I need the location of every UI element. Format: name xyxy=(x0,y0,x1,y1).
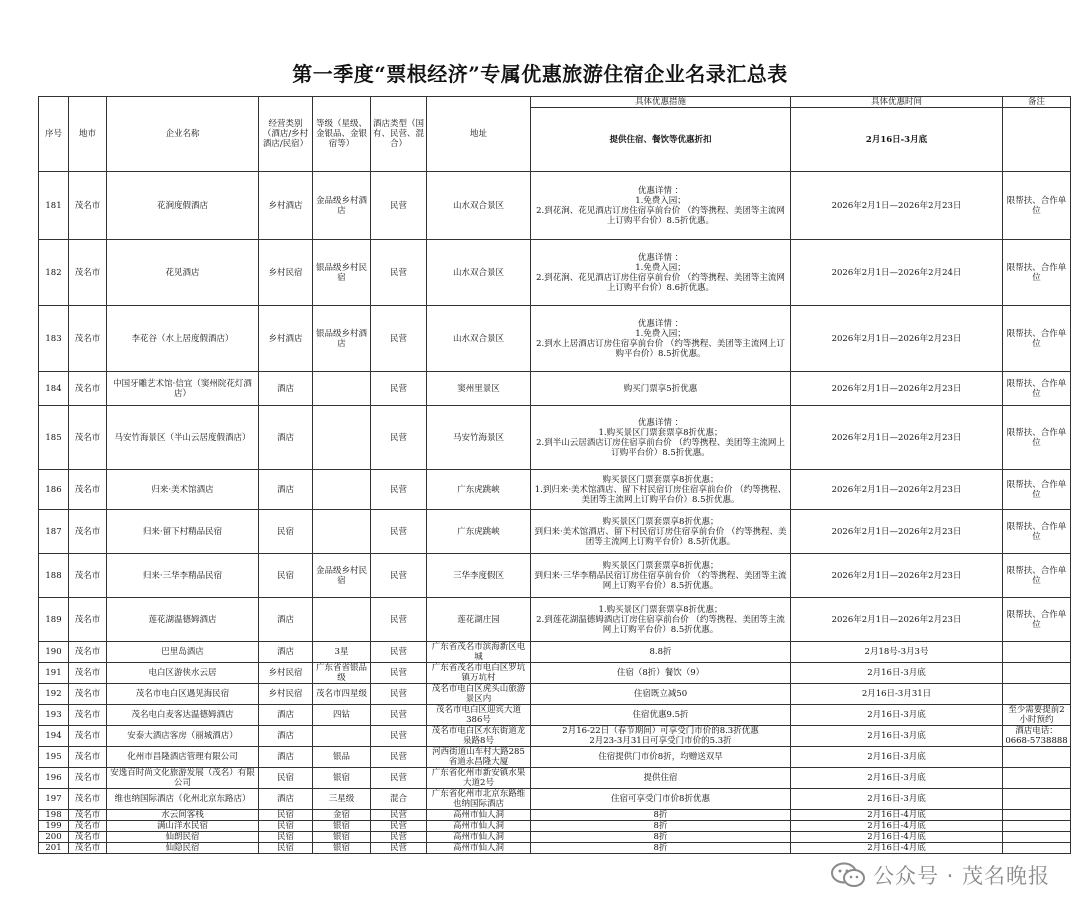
cell-type: 酒店 xyxy=(259,726,313,747)
cell-ownership: 民营 xyxy=(371,470,427,510)
cell-time: 2026年2月1日—2026年2月23日 xyxy=(791,172,1003,240)
cell-remark: 酒店电话：0668-5738888 xyxy=(1003,726,1071,747)
cell-deal xyxy=(531,832,791,843)
cell-type: 酒店 xyxy=(259,747,313,768)
cell-grade: 银宿 xyxy=(313,768,371,789)
cell-deal xyxy=(531,726,791,747)
header-remark: 备注 xyxy=(1003,97,1071,108)
cell-remark: 限帮扶、合作单位 xyxy=(1003,172,1071,240)
deal-line: 到归来·美术馆酒店、留下村民宿订房住宿享前台价 （约等携程、美团等主流网上订购平台价）8.5折优惠。 xyxy=(534,526,787,547)
deal-line: 1.免费入园； xyxy=(635,195,686,206)
cell-remark: 限帮扶、合作单位 xyxy=(1003,598,1071,642)
cell-city: 茂名市 xyxy=(69,705,107,726)
deal-line: 住宿可享受门市价8折优惠 xyxy=(611,794,710,804)
cell-deal xyxy=(531,306,791,372)
cell-address: 茂名市电白区水东街道龙泉路8号 xyxy=(427,726,531,747)
cell-time: 2月16日-4月底 xyxy=(791,810,1003,821)
cell-city: 茂名市 xyxy=(69,768,107,789)
header-seq: 序号 xyxy=(39,97,69,172)
cell-remark xyxy=(1003,810,1071,821)
cell-time: 2026年2月1日—2026年2月24日 xyxy=(791,240,1003,306)
cell-address: 山水双合景区 xyxy=(427,172,531,240)
table-row xyxy=(39,810,1071,821)
cell-ownership: 民营 xyxy=(371,810,427,821)
cell-ownership: 民营 xyxy=(371,747,427,768)
table-header xyxy=(39,97,1071,172)
cell-type: 民宿 xyxy=(259,810,313,821)
cell-remark xyxy=(1003,843,1071,854)
cell-seq: 190 xyxy=(39,642,69,663)
cell-ownership: 民营 xyxy=(371,768,427,789)
cell-city: 茂名市 xyxy=(69,832,107,843)
cell-ownership: 民营 xyxy=(371,240,427,306)
cell-name: 花见酒店 xyxy=(107,240,259,306)
cell-type: 酒店 xyxy=(259,470,313,510)
cell-time: 2月16日-3月底 xyxy=(791,705,1003,726)
cell-ownership: 民营 xyxy=(371,598,427,642)
cell-address: 马安竹海景区 xyxy=(427,406,531,470)
header-time-sub: 2月16日-3月底 xyxy=(791,108,1003,172)
watermark-text: 公众号 · 茂名晚报 xyxy=(872,864,1050,888)
cell-seq: 194 xyxy=(39,726,69,747)
table-row xyxy=(39,406,1071,470)
table-row xyxy=(39,554,1071,598)
deal-line: 8.8折 xyxy=(649,647,672,657)
cell-name: 安泰大酒店客房（丽城酒店） xyxy=(107,726,259,747)
cell-name: 归来·美术馆酒店 xyxy=(107,470,259,510)
deal-line: 1.免费入园； xyxy=(635,262,686,273)
cell-deal xyxy=(531,768,791,789)
cell-city: 茂名市 xyxy=(69,598,107,642)
cell-deal xyxy=(531,821,791,832)
wechat-icon xyxy=(831,862,865,888)
cell-ownership: 民营 xyxy=(371,306,427,372)
header-time-group: 具体优惠时间 xyxy=(791,97,1003,108)
table-row xyxy=(39,705,1071,726)
cell-time: 2月18号-3月3号 xyxy=(791,642,1003,663)
cell-grade xyxy=(313,726,371,747)
cell-time: 2026年2月1日—2026年2月23日 xyxy=(791,372,1003,406)
table-row xyxy=(39,747,1071,768)
cell-address: 高州市仙人洞 xyxy=(427,832,531,843)
cell-ownership: 民营 xyxy=(371,843,427,854)
cell-type: 民宿 xyxy=(259,768,313,789)
cell-city: 茂名市 xyxy=(69,372,107,406)
cell-address: 广东虎跳峡 xyxy=(427,470,531,510)
cell-seq: 200 xyxy=(39,832,69,843)
deal-line: 2.到花涧、花见酒店订房住宿享前台价 （约等携程、美团等主流网上订购平台价）8.6折优惠。 xyxy=(536,272,785,293)
cell-ownership: 民营 xyxy=(371,684,427,705)
header-measures-group: 具体优惠措施 xyxy=(531,97,791,108)
deal-line: 2.到水上居酒店订房住宿享前台价 （约等携程、美团等主流网上订购平台价）8.5折优惠。 xyxy=(536,338,785,359)
cell-ownership: 民营 xyxy=(371,510,427,554)
cell-time: 2026年2月1日—2026年2月23日 xyxy=(791,598,1003,642)
deal-line: 购买景区门票套票享8折优惠； xyxy=(602,516,719,527)
header-address: 地址 xyxy=(427,97,531,172)
deal-line: 优惠详情 ： xyxy=(637,252,684,263)
table-row xyxy=(39,172,1071,240)
cell-ownership: 民营 xyxy=(371,832,427,843)
cell-seq: 182 xyxy=(39,240,69,306)
cell-type: 乡村民宿 xyxy=(259,663,313,684)
cell-name: 巴里岛酒店 xyxy=(107,642,259,663)
cell-seq: 193 xyxy=(39,705,69,726)
table-row xyxy=(39,510,1071,554)
cell-name: 李花谷（水上居度假酒店） xyxy=(107,306,259,372)
cell-address: 广东省化州市新安镇水果大道2号 xyxy=(427,768,531,789)
cell-remark xyxy=(1003,821,1071,832)
deal-line: 8折 xyxy=(653,810,668,820)
cell-grade: 银品 xyxy=(313,747,371,768)
cell-ownership: 民营 xyxy=(371,642,427,663)
cell-seq: 199 xyxy=(39,821,69,832)
deal-line: 优惠详情 ： xyxy=(637,185,684,196)
cell-time: 2月16日-3月底 xyxy=(791,768,1003,789)
cell-grade xyxy=(313,598,371,642)
cell-deal xyxy=(531,642,791,663)
cell-remark xyxy=(1003,747,1071,768)
cell-time: 2月16日-4月底 xyxy=(791,832,1003,843)
cell-deal xyxy=(531,843,791,854)
cell-grade: 茂名市四星级 xyxy=(313,684,371,705)
cell-grade xyxy=(313,406,371,470)
header-grade: 等级（星级、金银品、金银宿等） xyxy=(313,97,371,172)
page-title: 第一季度“票根经济”专属优惠旅游住宿企业名录汇总表 xyxy=(292,62,788,86)
table-row xyxy=(39,684,1071,705)
cell-remark xyxy=(1003,663,1071,684)
cell-seq: 197 xyxy=(39,789,69,810)
header-type: 经营类别（酒店/乡村酒店/民宿） xyxy=(259,97,313,172)
cell-remark: 限帮扶、合作单位 xyxy=(1003,470,1071,510)
cell-grade: 广东省省银品级 xyxy=(313,663,371,684)
cell-deal xyxy=(531,406,791,470)
deal-line: 2.到莲花湖温德姆酒店订房住宿享前台价 （约等携程、美团等主流网上订购平台价）8.5折优惠。 xyxy=(536,614,785,635)
cell-name: 归来·三华李精品民宿 xyxy=(107,554,259,598)
cell-time: 2026年2月1日—2026年2月23日 xyxy=(791,406,1003,470)
cell-grade: 金品级乡村酒店 xyxy=(313,172,371,240)
cell-address: 河西街道山车村大路285省道永昌隆大厦 xyxy=(427,747,531,768)
cell-remark: 限帮扶、合作单位 xyxy=(1003,510,1071,554)
cell-remark: 限帮扶、合作单位 xyxy=(1003,406,1071,470)
cell-name: 归来·留下村精品民宿 xyxy=(107,510,259,554)
cell-remark xyxy=(1003,789,1071,810)
deal-line: 购买景区门票套票享8折优惠； xyxy=(602,474,719,485)
cell-ownership: 民营 xyxy=(371,172,427,240)
cell-remark: 限帮扶、合作单位 xyxy=(1003,554,1071,598)
cell-name: 水云间客栈 xyxy=(107,810,259,821)
cell-address: 广东省化州市北京东路维也纳国际酒店 xyxy=(427,789,531,810)
cell-deal xyxy=(531,598,791,642)
cell-type: 民宿 xyxy=(259,843,313,854)
cell-seq: 183 xyxy=(39,306,69,372)
cell-seq: 188 xyxy=(39,554,69,598)
cell-city: 茂名市 xyxy=(69,843,107,854)
cell-city: 茂名市 xyxy=(69,306,107,372)
cell-time: 2月16日-3月底 xyxy=(791,789,1003,810)
cell-type: 民宿 xyxy=(259,554,313,598)
cell-ownership: 民营 xyxy=(371,705,427,726)
cell-time: 2月16日-4月底 xyxy=(791,821,1003,832)
cell-grade: 四钻 xyxy=(313,705,371,726)
cell-deal xyxy=(531,554,791,598)
cell-time: 2026年2月1日—2026年2月23日 xyxy=(791,470,1003,510)
table-row xyxy=(39,470,1071,510)
deal-line: 到归来·三华李精品民宿订房住宿享前台价 （约等携程、美团等主流网上订购平台价）8.5折优惠。 xyxy=(534,570,787,591)
cell-seq: 185 xyxy=(39,406,69,470)
cell-deal xyxy=(531,663,791,684)
deal-line: 优惠详情 ： xyxy=(637,417,684,428)
cell-seq: 187 xyxy=(39,510,69,554)
cell-address: 茂名市电白区迎宾大道386号 xyxy=(427,705,531,726)
deal-line: 住宿（8折）餐饮（9） xyxy=(616,668,705,678)
cell-time: 2026年2月1日—2026年2月23日 xyxy=(791,510,1003,554)
cell-grade: 银宿 xyxy=(313,821,371,832)
cell-ownership: 民营 xyxy=(371,554,427,598)
table-row xyxy=(39,663,1071,684)
cell-time: 2月16日-3月底 xyxy=(791,663,1003,684)
cell-name: 马安竹海景区（半山云居度假酒店） xyxy=(107,406,259,470)
cell-remark xyxy=(1003,642,1071,663)
cell-address: 三华李度假区 xyxy=(427,554,531,598)
cell-remark: 至少需要提前2小时预约 xyxy=(1003,705,1071,726)
deal-line: 8折 xyxy=(653,832,668,842)
cell-deal xyxy=(531,240,791,306)
cell-name: 维也纳国际酒店（化州北京东路店） xyxy=(107,789,259,810)
header-measures-sub: 提供住宿、餐饮等优惠折扣 xyxy=(531,108,791,172)
cell-remark: 限帮扶、合作单位 xyxy=(1003,240,1071,306)
cell-type: 酒店 xyxy=(259,406,313,470)
deal-line: 8折 xyxy=(653,843,668,853)
cell-address: 茂名市电白区虎头山旅游景区内 xyxy=(427,684,531,705)
header-remark-blank xyxy=(1003,108,1071,172)
cell-address: 山水双合景区 xyxy=(427,306,531,372)
cell-address: 广东虎跳峡 xyxy=(427,510,531,554)
cell-ownership: 民营 xyxy=(371,663,427,684)
deal-line: 住宿优惠9.5折 xyxy=(632,710,689,720)
cell-name: 满山洋水民宿 xyxy=(107,821,259,832)
cell-remark xyxy=(1003,684,1071,705)
deal-line: 优惠详情 ： xyxy=(637,318,684,329)
cell-address: 高州市仙人洞 xyxy=(427,810,531,821)
cell-type: 乡村酒店 xyxy=(259,172,313,240)
deal-line: 住宿既立减50 xyxy=(633,689,688,699)
cell-grade: 银品级乡村酒店 xyxy=(313,306,371,372)
deal-line: 8折 xyxy=(653,821,668,831)
cell-ownership: 民营 xyxy=(371,821,427,832)
cell-name: 仙朗民宿 xyxy=(107,832,259,843)
cell-remark xyxy=(1003,832,1071,843)
deal-line: 1.免费入园； xyxy=(635,328,686,339)
cell-time: 2月16日-3月底 xyxy=(791,726,1003,747)
cell-seq: 195 xyxy=(39,747,69,768)
cell-type: 酒店 xyxy=(259,598,313,642)
cell-grade: 金品级乡村民宿 xyxy=(313,554,371,598)
cell-city: 茂名市 xyxy=(69,810,107,821)
table-row xyxy=(39,642,1071,663)
deal-line: 2.到半山云居酒店订房住宿享前台价 （约等携程、美团等主流网上订购平台价）8.5折优惠。 xyxy=(536,437,785,458)
cell-seq: 184 xyxy=(39,372,69,406)
cell-name: 莲花湖温德姆酒店 xyxy=(107,598,259,642)
cell-city: 茂名市 xyxy=(69,240,107,306)
deal-line: 提供住宿 xyxy=(643,773,678,783)
cell-deal xyxy=(531,684,791,705)
cell-city: 茂名市 xyxy=(69,821,107,832)
cell-grade xyxy=(313,372,371,406)
cell-city: 茂名市 xyxy=(69,726,107,747)
header-city: 地市 xyxy=(69,97,107,172)
cell-address: 莲花湖庄园 xyxy=(427,598,531,642)
cell-time: 2月16日-4月底 xyxy=(791,843,1003,854)
cell-type: 酒店 xyxy=(259,642,313,663)
cell-grade: 三星级 xyxy=(313,789,371,810)
cell-city: 茂名市 xyxy=(69,789,107,810)
cell-address: 高州市仙人洞 xyxy=(427,843,531,854)
table-row xyxy=(39,598,1071,642)
cell-seq: 201 xyxy=(39,843,69,854)
cell-seq: 189 xyxy=(39,598,69,642)
cell-type: 酒店 xyxy=(259,705,313,726)
cell-name: 化州市昌隆酒店管理有限公司 xyxy=(107,747,259,768)
cell-seq: 181 xyxy=(39,172,69,240)
cell-name: 茂名市电白区遇见海民宿 xyxy=(107,684,259,705)
table-row xyxy=(39,768,1071,789)
cell-city: 茂名市 xyxy=(69,406,107,470)
cell-type: 酒店 xyxy=(259,789,313,810)
table-row xyxy=(39,832,1071,843)
cell-remark: 限帮扶、合作单位 xyxy=(1003,372,1071,406)
cell-address: 山水双合景区 xyxy=(427,240,531,306)
cell-address: 广东省茂名市电白区罗坑镇万坑村 xyxy=(427,663,531,684)
cell-name: 仙隐民宿 xyxy=(107,843,259,854)
cell-remark xyxy=(1003,768,1071,789)
cell-deal xyxy=(531,705,791,726)
deal-line: 住宿提供门市价8折，均赠送双早 xyxy=(598,752,723,762)
cell-grade: 金宿 xyxy=(313,810,371,821)
cell-grade: 3星 xyxy=(313,642,371,663)
watermark xyxy=(831,860,1050,890)
cell-ownership: 民营 xyxy=(371,406,427,470)
cell-time: 2月16日-3月31日 xyxy=(791,684,1003,705)
cell-city: 茂名市 xyxy=(69,510,107,554)
cell-type: 民宿 xyxy=(259,821,313,832)
cell-remark: 限帮扶、合作单位 xyxy=(1003,306,1071,372)
table-row xyxy=(39,306,1071,372)
cell-seq: 196 xyxy=(39,768,69,789)
cell-city: 茂名市 xyxy=(69,470,107,510)
cell-type: 乡村民宿 xyxy=(259,240,313,306)
cell-seq: 198 xyxy=(39,810,69,821)
cell-time: 2月16日-3月底 xyxy=(791,747,1003,768)
deal-line: 购买门票享5折优惠 xyxy=(623,383,698,394)
cell-deal xyxy=(531,747,791,768)
table-row xyxy=(39,789,1071,810)
cell-address: 窦州里景区 xyxy=(427,372,531,406)
cell-ownership: 混合 xyxy=(371,789,427,810)
table-body xyxy=(39,172,1071,854)
header-ownership: 酒店类型（国有、民营、混合） xyxy=(371,97,427,172)
cell-name: 中国牙雕艺术馆·信宜（窦州院花灯酒店） xyxy=(107,372,259,406)
deal-line: 2.到花涧、花见酒店订房住宿享前台价 （约等携程、美团等主流网上订购平台价）8.5折优惠。 xyxy=(536,205,785,226)
cell-city: 茂名市 xyxy=(69,642,107,663)
table-row xyxy=(39,843,1071,854)
header-name: 企业名称 xyxy=(107,97,259,172)
cell-grade: 银品级乡村民宿 xyxy=(313,240,371,306)
cell-address: 高州市仙人洞 xyxy=(427,821,531,832)
table-row xyxy=(39,240,1071,306)
deal-line: 1.购买景区门票套票享8折优惠； xyxy=(598,604,723,615)
cell-city: 茂名市 xyxy=(69,684,107,705)
deal-line: 1.到归来·美术馆酒店、留下村民宿订房住宿享前台价 （约等携程、美团等主流网上订购平台价）8.5折优惠。 xyxy=(534,484,787,505)
cell-seq: 186 xyxy=(39,470,69,510)
cell-ownership: 民营 xyxy=(371,726,427,747)
cell-address: 广东省茂名市滨海新区电城 xyxy=(427,642,531,663)
cell-time: 2026年2月1日—2026年2月23日 xyxy=(791,554,1003,598)
cell-type: 民宿 xyxy=(259,832,313,843)
cell-city: 茂名市 xyxy=(69,172,107,240)
deal-line: 购买景区门票套票享8折优惠； xyxy=(602,560,719,571)
cell-city: 茂名市 xyxy=(69,554,107,598)
cell-city: 茂名市 xyxy=(69,663,107,684)
table-row xyxy=(39,372,1071,406)
cell-city: 茂名市 xyxy=(69,747,107,768)
cell-grade xyxy=(313,470,371,510)
cell-time: 2026年2月1日—2026年2月23日 xyxy=(791,306,1003,372)
cell-deal xyxy=(531,372,791,406)
cell-grade: 银宿 xyxy=(313,843,371,854)
deal-line: 2月23-3月31日可享受门市价的5.3折 xyxy=(589,736,732,746)
cell-seq: 192 xyxy=(39,684,69,705)
table-row xyxy=(39,821,1071,832)
cell-ownership: 民营 xyxy=(371,372,427,406)
cell-name: 安逸百时尚文化旅游发展（茂名）有限公司 xyxy=(107,768,259,789)
cell-type: 酒店 xyxy=(259,372,313,406)
cell-name: 花涧度假酒店 xyxy=(107,172,259,240)
cell-grade xyxy=(313,510,371,554)
cell-seq: 191 xyxy=(39,663,69,684)
cell-name: 茂名电白麦客达温德姆酒店 xyxy=(107,705,259,726)
cell-type: 民宿 xyxy=(259,510,313,554)
cell-type: 乡村民宿 xyxy=(259,684,313,705)
cell-type: 乡村酒店 xyxy=(259,306,313,372)
cell-deal xyxy=(531,789,791,810)
deal-line: 1.购买景区门票套票享8折优惠； xyxy=(598,427,723,438)
cell-deal xyxy=(531,510,791,554)
cell-grade: 银宿 xyxy=(313,832,371,843)
cell-deal xyxy=(531,470,791,510)
cell-deal xyxy=(531,172,791,240)
enterprise-table xyxy=(38,96,1071,854)
table-row xyxy=(39,726,1071,747)
deal-line: 2月16-22日（春节期间）可享受门市价的8.3折优惠 xyxy=(562,726,759,736)
cell-name: 电白区游侠水云居 xyxy=(107,663,259,684)
cell-deal xyxy=(531,810,791,821)
